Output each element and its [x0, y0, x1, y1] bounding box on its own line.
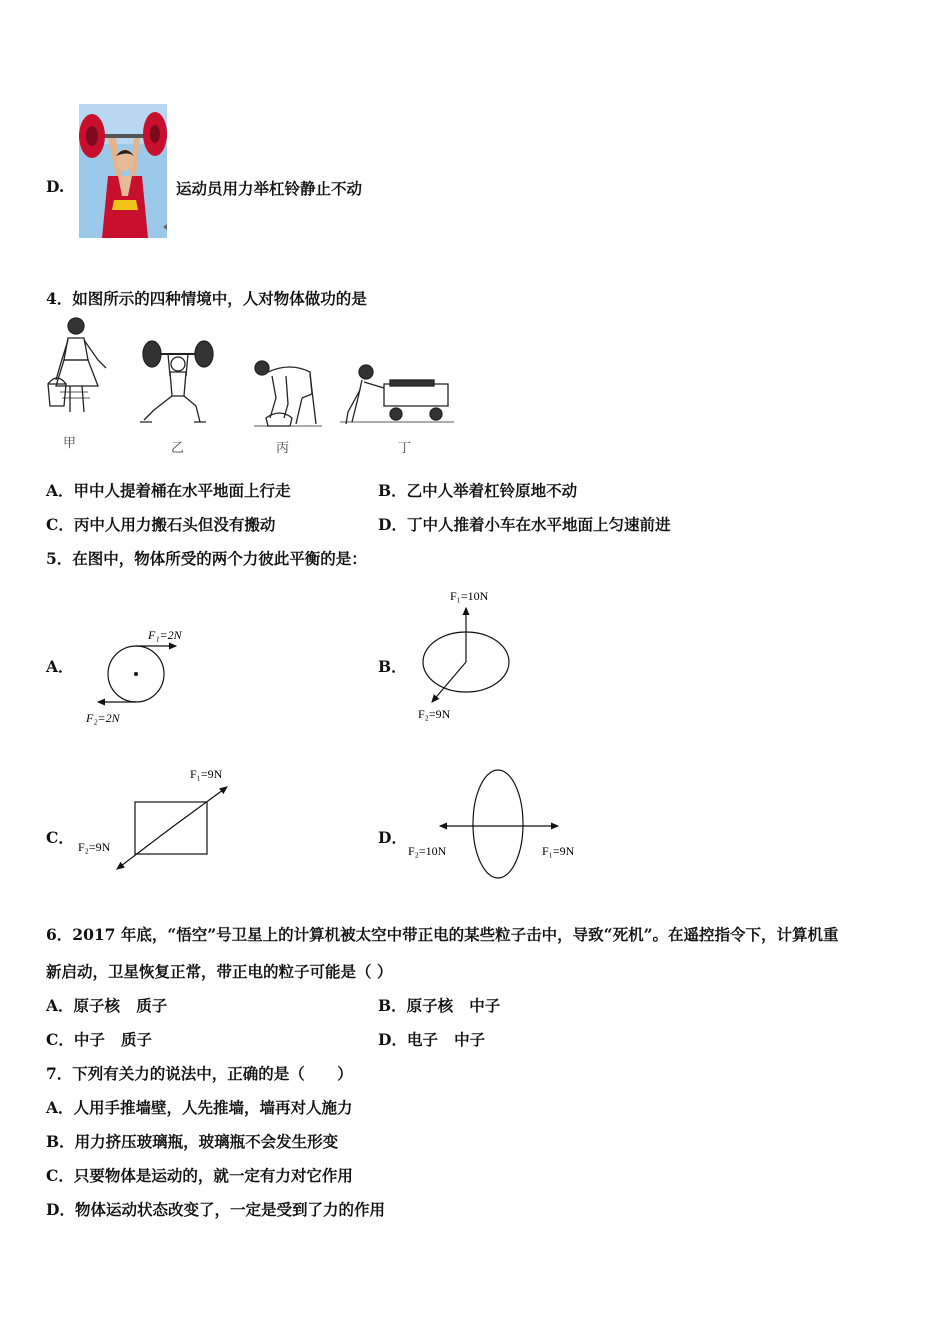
q7-option-a: A．人用手推墙壁，人先推墙，墙再对人施力	[46, 1098, 353, 1117]
q7-option-b: B．用力挤压玻璃瓶，玻璃瓶不会发生形变	[46, 1132, 339, 1151]
q7-stem: 7．下列有关力的说法中，正确的是（ ）	[46, 1064, 353, 1083]
q4-figure-label-yi: 乙	[171, 440, 185, 455]
bucket-carrier-figure	[48, 318, 106, 412]
q6-option-b: B．原子核 中子	[378, 996, 501, 1015]
q6-stem-line1: 6．2017 年底，“悟空”号卫星上的计算机被太空中带正电的某些粒子击中，导致“死机”。在遥控指令下，计算机重	[46, 925, 839, 944]
q5-option-d-letter: D．	[378, 828, 407, 847]
q4-option-d: D．丁中人推着小车在水平地面上匀速前进	[378, 515, 671, 534]
q7-option-c: C．只要物体是运动的，就一定有力对它作用	[46, 1166, 353, 1185]
q5-stem: 5．在图中，物体所受的两个力彼此平衡的是：	[46, 549, 367, 568]
q4-figure-label-bing: 丙	[276, 440, 290, 455]
q4-figure-label-ding: 丁	[398, 440, 412, 455]
q5-d-f2-label: F₂=10N	[408, 844, 447, 858]
q5-c-f2-label: F₂=9N	[78, 840, 111, 854]
q5-b-f1-label: F₁=10N	[450, 589, 489, 603]
q5-diagram-c	[74, 762, 244, 882]
q5-c-f1-label: F₁=9N	[190, 767, 223, 781]
weightlifter-photo	[78, 104, 170, 244]
q4-figure-label-jia: 甲	[63, 435, 77, 450]
q6-option-a: A．原子核 质子	[46, 996, 168, 1015]
q3-option-d-text: 运动员用力举杠铃静止不动	[176, 179, 363, 198]
q4-stem: 4．如图所示的四种情境中，人对物体做功的是	[46, 289, 367, 308]
q5-a-f2-label: F₂=2N	[86, 711, 120, 725]
q4-option-a: A．甲中人提着桶在水平地面上行走	[46, 481, 291, 500]
q5-diagram-a	[80, 622, 200, 732]
q5-diagram-b	[410, 584, 530, 724]
q5-b-f2-label: F₂=9N	[418, 707, 451, 721]
q5-diagram-d	[404, 764, 594, 886]
q5-option-a-letter: A．	[46, 657, 74, 676]
q6-stem-line2: 新启动，卫星恢复正常，带正电的粒子可能是（ ）	[46, 962, 393, 981]
q5-option-c-letter: C．	[46, 828, 74, 847]
q5-d-f1-label: F₁=9N	[542, 844, 575, 858]
q5-a-f1-label: F₁=2N	[148, 628, 182, 642]
stone-lifter-figure	[254, 361, 322, 426]
q6-option-c: C．中子 质子	[46, 1030, 153, 1049]
q4-option-c: C．丙中人用力搬石头但没有搬动	[46, 515, 276, 534]
cart-pusher-figure	[340, 365, 454, 424]
barbell-lifter-figure	[140, 341, 213, 422]
q4-option-b: B．乙中人举着杠铃原地不动	[378, 481, 578, 500]
q5-option-b-letter: B．	[378, 657, 407, 676]
q7-option-d: D．物体运动状态改变了，一定是受到了力的作用	[46, 1200, 385, 1219]
q6-option-d: D．电子 中子	[378, 1030, 486, 1049]
q3-option-d-letter: D.	[46, 177, 65, 196]
